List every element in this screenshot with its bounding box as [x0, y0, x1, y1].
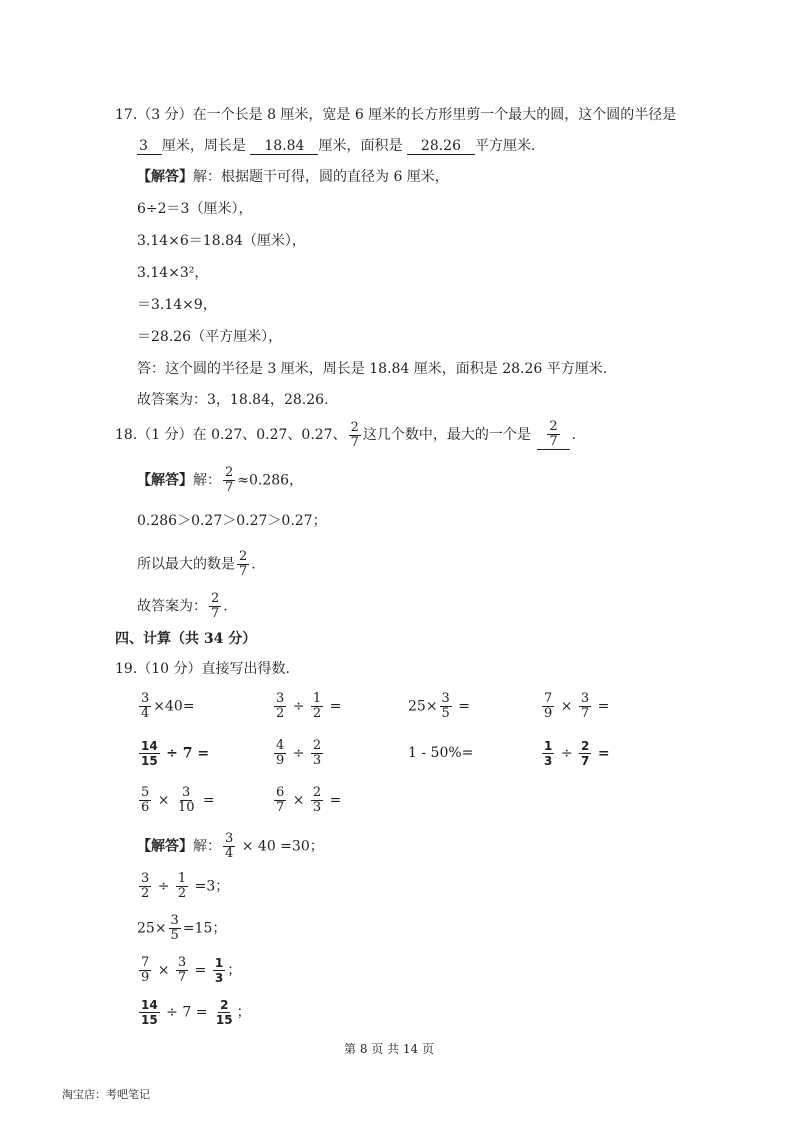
answer-text: 解：根据题干可得，圆的直径为 6 厘米， — [193, 169, 449, 185]
q17-mid2: 厘米，面积是 — [318, 138, 403, 154]
fraction: $\frac{2}{15}$ — [215, 998, 233, 1027]
fraction: $\frac{5}{6}$ — [141, 785, 150, 815]
q19-r2c3: 1 - 50%= — [408, 745, 474, 761]
so-text: 所以最大的数是 — [137, 556, 235, 573]
fraction: $\frac{3}{5}$ — [441, 691, 450, 721]
approx-text: ≈0.286， — [237, 472, 304, 489]
q17-line1: 17.（3 分）在一个长是 8 厘米，宽是 6 厘米的长方形里剪一个最大的圆，这个圆的半径是 — [115, 107, 677, 123]
final-end: . — [223, 598, 228, 615]
fraction: $\frac{3}{5}$ — [170, 913, 179, 943]
fraction: $\frac{7}{9}$ — [141, 955, 150, 985]
q19-r2c4: $\frac{1}{3}$ ÷ $\frac{2}{7}$ = — [544, 739, 610, 768]
q18-suffix: 这几个数中，最大的一个是 — [362, 427, 531, 443]
fraction: $\frac{3}{10}$ — [177, 785, 195, 815]
fraction: $\frac{3}{2}$ — [276, 691, 285, 721]
q17-blank-area: 28.26 — [407, 139, 475, 155]
final-text: 故答案为： — [137, 598, 207, 615]
q17-end: 平方厘米. — [475, 138, 536, 154]
q18-blank-answer: $\frac{2}{7}$ — [537, 420, 569, 450]
so-end: . — [251, 556, 256, 573]
q19-r1c1: $\frac{3}{4}$ ×40= — [141, 691, 195, 721]
fraction: $\frac{3}{4}$ — [225, 831, 234, 861]
fraction: $\frac{1}{2}$ — [177, 871, 187, 901]
fraction: $\frac{1}{3}$ — [214, 956, 224, 985]
q19-answer-5: $\frac{14}{15}$ ÷ 7 = $\frac{2}{15}$ ； — [141, 998, 251, 1027]
page-footer: 第 8 页 共 14 页 — [344, 1042, 434, 1056]
q19-r1c3: 25× $\frac{3}{5}$ = — [408, 691, 471, 721]
fraction: $\frac{2}{7}$ — [581, 739, 590, 768]
answer-label: 【解答】 — [137, 838, 193, 855]
q18-compare: 0.286＞0.2̇7̇＞0.27̇＞0.27； — [137, 513, 327, 529]
q19-r3c2: $\frac{6}{7}$ × $\frac{2}{3}$ = — [276, 785, 342, 815]
fraction: $\frac{2}{7}$ — [225, 465, 234, 495]
fraction: $\frac{1}{3}$ — [544, 739, 553, 768]
fraction: $\frac{3}{7}$ — [177, 955, 187, 985]
fraction: $\frac{3}{7}$ — [580, 691, 590, 721]
fraction: $\frac{2}{7}$ — [350, 419, 359, 450]
q17-step: ＝3.14×9， — [137, 297, 217, 313]
q19-r1c2: $\frac{3}{2}$ ÷ $\frac{1}{2}$ = — [276, 691, 342, 721]
q18-final — [137, 592, 228, 621]
q19-answer-4: $\frac{7}{9}$ × $\frac{3}{7}$ = $\frac{1}{3}$ ； — [141, 955, 242, 985]
q19-title: 19.（10 分）直接写出得数. — [115, 661, 290, 677]
q17-conclusion: 答：这个圆的半径是 3 厘米，周长是 18.84 厘米，面积是 28.26 平方厘米. — [137, 361, 608, 377]
shop-watermark: 淘宝店：考吧笔记 — [62, 1088, 150, 1101]
q18-end: . — [571, 427, 577, 443]
q17-step: 3.14×3²， — [137, 265, 209, 281]
fraction: $\frac{2}{7}$ — [239, 549, 248, 579]
q19-answer-3: 25× $\frac{3}{5}$ =15； — [137, 913, 227, 943]
q17-answer-intro — [137, 168, 449, 186]
q19-r1c4: $\frac{7}{9}$ × $\frac{3}{7}$ = — [544, 691, 610, 721]
q17-step: ＝28.26（平方厘米）， — [137, 329, 283, 345]
fraction: $\frac{14}{15}$ — [141, 739, 158, 768]
answer-text: 解： — [193, 472, 221, 489]
q17-step: 6÷2＝3（厘米）， — [137, 201, 253, 217]
q19-r3c1: $\frac{5}{6}$ × $\frac{3}{10}$ = — [141, 785, 215, 815]
answer-label: 【解答】 — [137, 472, 193, 489]
section-title: 四、计算（共 34 分） — [115, 631, 257, 647]
q17-mid1: 厘米，周长是 — [161, 138, 246, 154]
fraction: $\frac{3}{4}$ — [141, 691, 150, 721]
fraction: $\frac{14}{15}$ — [141, 998, 158, 1027]
q17-line2 — [137, 137, 535, 155]
q19-r2c2: $\frac{4}{9}$ ÷ $\frac{2}{3}$ — [276, 738, 322, 768]
q19-r2c1: $\frac{14}{15}$ ÷ 7 = — [141, 739, 210, 768]
q18-question — [115, 420, 576, 450]
fraction: $\frac{6}{7}$ — [276, 785, 285, 815]
q17-blank-radius: 3 — [137, 139, 162, 155]
q17-final: 故答案为：3，18.84，28.26. — [137, 392, 329, 408]
fraction: $\frac{1}{2}$ — [312, 691, 322, 721]
q18-answer-intro — [137, 466, 303, 495]
q18-prefix: 18.（1 分）在 0.27、0.2̇7̇、0.27̇、 — [115, 427, 347, 443]
fraction: $\frac{7}{9}$ — [544, 691, 553, 721]
answer-label: 【解答】 — [137, 169, 193, 185]
q18-so — [137, 550, 256, 579]
fraction: $\frac{2}{7}$ — [211, 591, 220, 621]
q17-blank-perimeter: 18.84 — [250, 139, 318, 155]
q19-answer-2: $\frac{3}{2}$ ÷ $\frac{1}{2}$ =3； — [141, 871, 230, 901]
q17-step: 3.14×6＝18.84（厘米）， — [137, 233, 306, 249]
fraction: $\frac{3}{2}$ — [141, 871, 150, 901]
fraction: $\frac{2}{3}$ — [312, 738, 322, 768]
fraction: $\frac{4}{9}$ — [276, 738, 285, 768]
q19-answer-1: 【解答】解： $\frac{3}{4}$ × 40 =30； — [137, 831, 324, 861]
fraction: $\frac{2}{3}$ — [312, 785, 322, 815]
